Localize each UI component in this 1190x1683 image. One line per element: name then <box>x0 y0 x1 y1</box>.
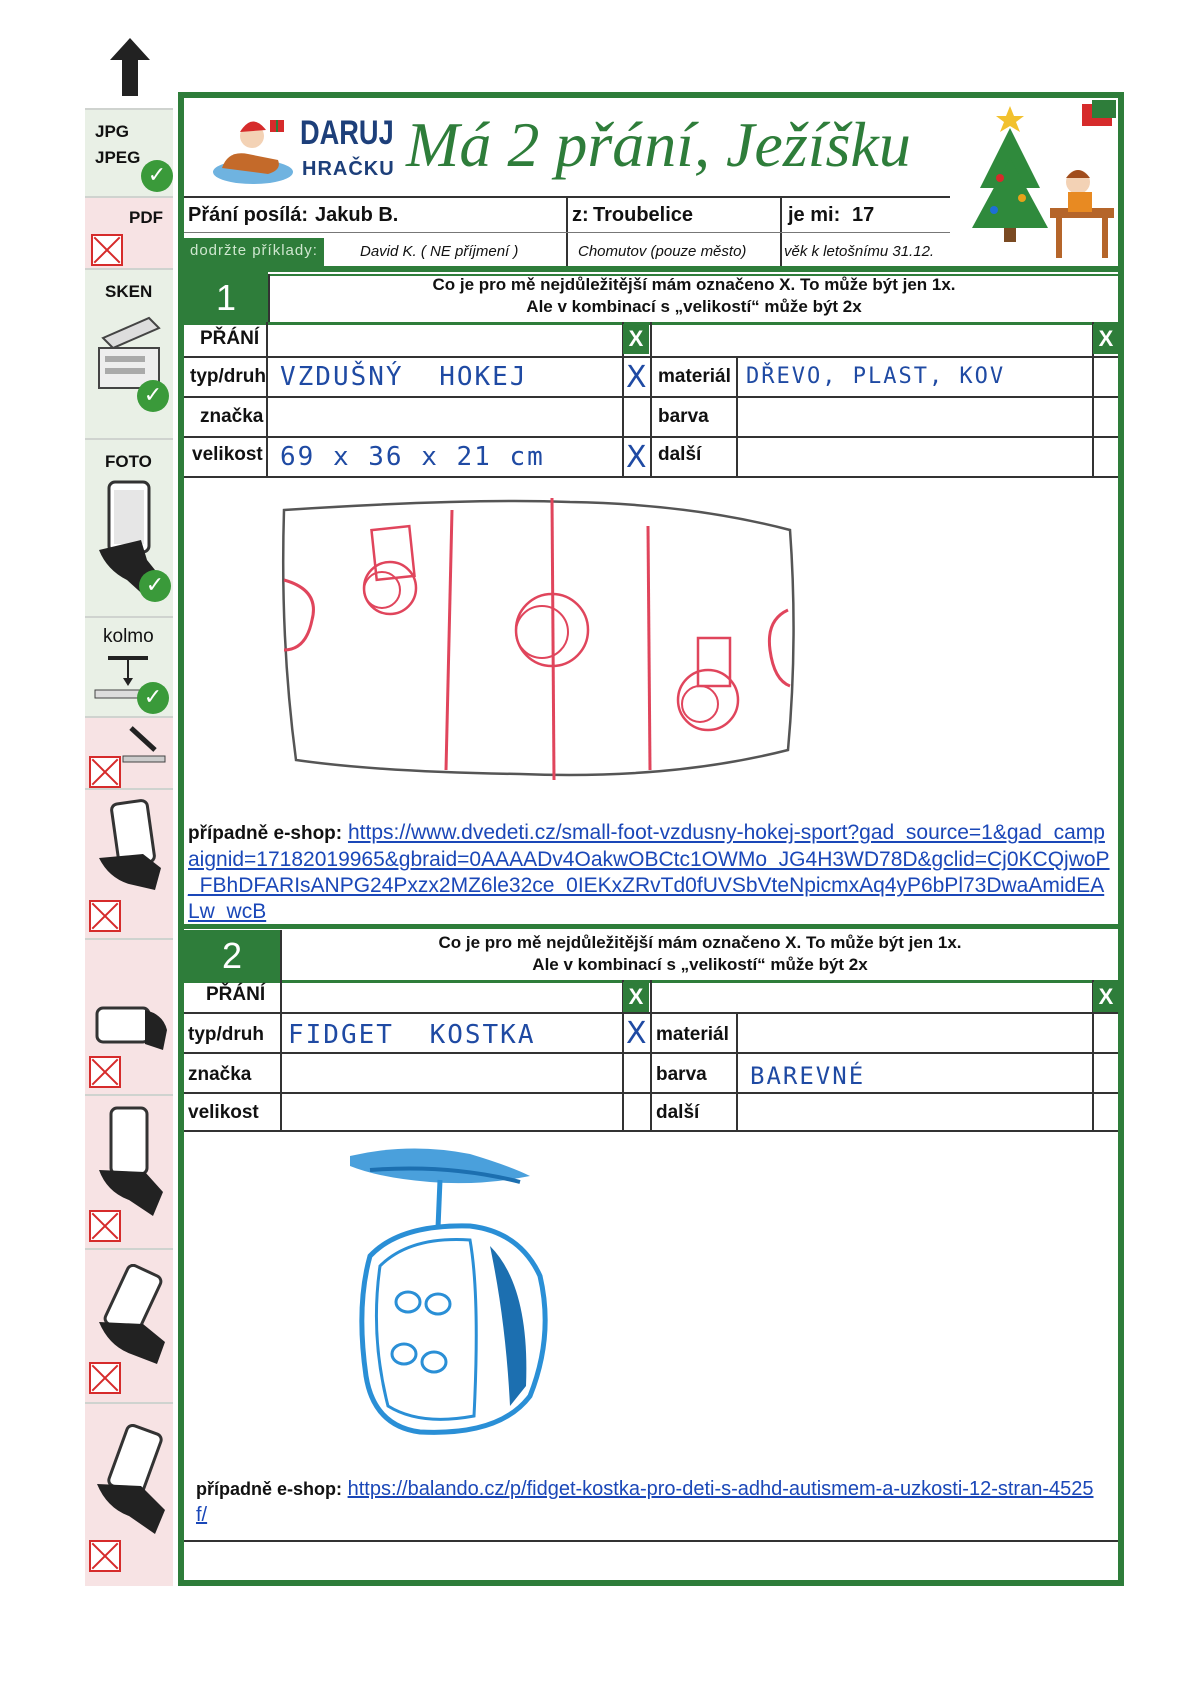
eshop-block <box>188 820 1114 925</box>
angled-photo-icon <box>121 724 167 764</box>
col-header: PŘÁNÍ <box>200 328 260 349</box>
page-title: Má 2 přání, Ježíšku <box>406 109 911 180</box>
sidebar-item-pdf <box>85 196 173 268</box>
row-value: FIDGET KOSTKA <box>288 1020 536 1050</box>
sidebar-item-kolmo <box>85 616 173 716</box>
example-age: věk k letošnímu 31.12. <box>784 243 935 260</box>
x-header: X <box>623 324 649 354</box>
row-label: barva <box>658 406 709 427</box>
col-header: PŘÁNÍ <box>206 984 266 1005</box>
wish-instruction-line1: Co je pro mě nejdůležitější mám označeno X. To může být jen 1x. <box>438 933 962 952</box>
divider <box>184 476 1118 478</box>
christmas-tree-icon <box>960 98 1120 262</box>
row-label: materiál <box>658 366 731 387</box>
wish-number: 2 <box>184 930 280 980</box>
divider <box>266 322 268 476</box>
cross-icon <box>89 1362 121 1394</box>
cross-icon <box>91 234 123 266</box>
row-label: velikost <box>188 1102 259 1123</box>
city-value: Troubelice <box>593 204 694 226</box>
divider <box>780 196 782 266</box>
row-label: materiál <box>656 1024 729 1045</box>
sidebar-label-jpg: JPG <box>95 122 130 141</box>
sidebar-item-sken <box>85 268 173 438</box>
divider <box>650 322 652 476</box>
sender-value: Jakub B. <box>315 204 399 226</box>
check-icon: ✓ <box>141 160 173 192</box>
sidebar-item-tilted <box>85 788 173 938</box>
eshop-label: případně e-shop: <box>196 1479 343 1499</box>
eshop-link[interactable]: https://www.dvedeti.cz/small-foot-vzdusny-hokej-sport?gad_source=1&gad_campaignid=17182019965&gbraid=0AAAADv4OakwOBCtc1OWMo_JG4H3WD78D&gclid=Cj0KCQjwoP_FBhDFARIsANPG24Pxzx2MZ6le32ce_0IEKxZRvTd0fUVSbVteNpicmxAq4yP6bPl73DwaAmidEALw_wcB <box>188 821 1110 923</box>
row-value: VZDUŠNÝ HOKEJ <box>280 362 528 392</box>
header-bottom-rule <box>178 266 1124 272</box>
x-header: X <box>623 982 649 1012</box>
sidebar-item-landscape <box>85 938 173 1094</box>
row-label: velikost <box>192 444 263 465</box>
row-label: značka <box>188 1064 252 1085</box>
air-hockey-drawing <box>270 490 810 810</box>
x-header: X <box>1093 324 1119 354</box>
sender-label: Přání posílá: <box>188 204 309 226</box>
row-value: 69 x 36 x 21 cm <box>280 442 545 472</box>
cross-icon <box>89 1056 121 1088</box>
city-label: z: <box>572 204 589 226</box>
check-icon: ✓ <box>139 570 171 602</box>
up-arrow-icon <box>110 38 150 96</box>
wish-bottom-rule <box>178 924 1124 929</box>
rotated-phone-icon <box>95 1264 167 1364</box>
sidebar-label-jpeg: JPEG <box>95 148 141 167</box>
wish-instruction-line2: Ale v kombinací s „velikostí“ může být 2x <box>532 955 868 974</box>
check-icon: ✓ <box>137 380 169 412</box>
row-label: další <box>656 1102 700 1123</box>
sidebar-label-pdf: PDF <box>129 208 163 227</box>
fidget-cube-drawing <box>330 1136 590 1456</box>
row-value: BAREVNÉ <box>750 1062 866 1090</box>
divider <box>280 980 282 1130</box>
examples-label-text: dodržte příklady: <box>190 242 318 259</box>
row-label: značka <box>200 406 264 427</box>
cross-icon <box>89 756 121 788</box>
eshop-link[interactable]: https://balando.cz/p/fidget-kostka-pro-deti-s-adhd-autismem-a-uzkosti-12-stran-4525f/ <box>196 1478 1094 1526</box>
age-value: 17 <box>852 204 875 226</box>
check-icon: ✓ <box>137 682 169 714</box>
logo-text-bottom: HRAČKU <box>302 158 395 180</box>
wish-instruction-line1: Co je pro mě nejdůležitější mám označeno X. To může být jen 1x. <box>432 275 956 294</box>
divider <box>184 232 950 233</box>
divider <box>736 1012 738 1130</box>
sidebar-label-sken: SKEN <box>105 282 153 301</box>
eshop-block <box>196 1476 1096 1528</box>
sidebar-item-rotated <box>85 1248 173 1402</box>
examples-label <box>184 238 324 266</box>
wish-number: 1 <box>184 272 268 324</box>
divider <box>650 980 652 1130</box>
divider <box>736 356 738 476</box>
example-city: Chomutov (pouze město) <box>578 243 747 260</box>
sidebar-label-foto: FOTO <box>105 452 152 471</box>
cross-icon <box>89 1540 121 1572</box>
sidebar-item-hand <box>85 1402 173 1586</box>
close-phone-icon <box>97 1106 165 1216</box>
divider <box>566 196 568 266</box>
tilted-phone-icon <box>95 798 165 890</box>
cross-icon <box>89 900 121 932</box>
divider <box>184 1130 1118 1132</box>
row-label: barva <box>656 1064 707 1085</box>
logo-text-top: DARUJ <box>300 114 394 152</box>
eshop-label: případně e-shop: <box>188 823 343 844</box>
row-label: typ/druh <box>190 366 266 387</box>
landscape-phone-icon <box>91 1000 169 1052</box>
row-value: DŘEVO, PLAST, KOV <box>746 364 1006 389</box>
row-label: další <box>658 444 702 465</box>
phone-hand-icon <box>95 1424 167 1534</box>
x-header: X <box>1093 982 1119 1012</box>
sidebar-item-close <box>85 1094 173 1248</box>
example-name: David K. ( NE příjmení ) <box>360 243 519 260</box>
sidebar-item-angled <box>85 716 173 788</box>
sidebar-item-jpg <box>85 108 173 196</box>
cross-icon <box>89 1210 121 1242</box>
sidebar-item-foto <box>85 438 173 616</box>
row-mark: X <box>626 440 647 475</box>
wish-bottom-rule <box>184 1540 1118 1542</box>
row-mark: X <box>626 1016 647 1051</box>
wish-instruction-line2: Ale v kombinací s „velikostí“ může být 2x <box>526 297 862 316</box>
row-label: typ/druh <box>188 1024 264 1045</box>
age-label: je mi: <box>788 204 841 226</box>
row-mark: X <box>626 360 647 395</box>
santa-logo-icon <box>208 110 298 190</box>
sidebar-label-kolmo: kolmo <box>103 626 154 647</box>
